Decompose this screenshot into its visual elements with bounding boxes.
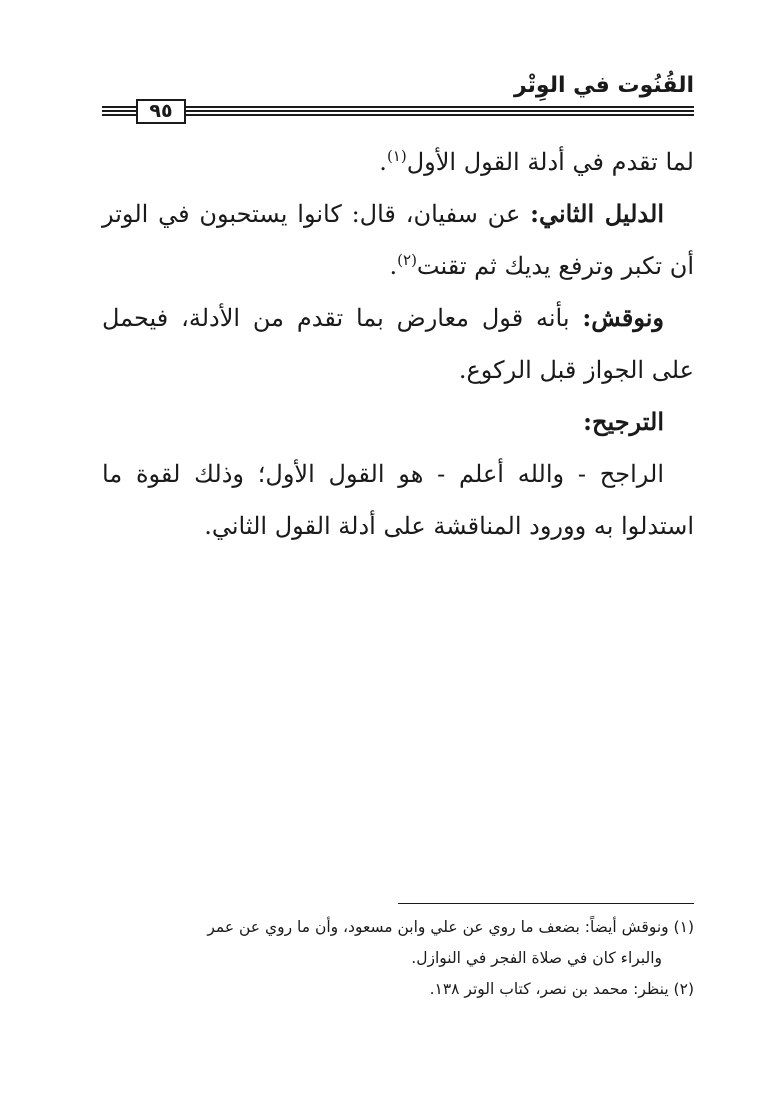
footnote-reference: (١): [386, 147, 407, 165]
running-title: القُنُوت في الوِتْر: [513, 73, 694, 98]
discussion-label: ونوقش:: [582, 303, 664, 332]
header-rule-line: [102, 106, 694, 108]
paragraph-end: .: [389, 252, 398, 280]
footnote-text: (١) ونوقش أيضاً: بضعف ما روي عن علي وابن مسعود، وأن ما روي عن عمر: [207, 918, 694, 936]
page-header: [102, 70, 694, 122]
header-rule-line: [102, 114, 694, 116]
footnote-1-continuation: [102, 943, 694, 974]
evidence-label: الدليل الثاني:: [530, 199, 664, 228]
footnote-2: [102, 974, 694, 1005]
footnote-text: والبراء كان في صلاة الفجر في النوازل.: [411, 949, 662, 967]
paragraph-end: .: [379, 148, 387, 176]
paragraph-text: الراجح - والله أعلم - هو القول الأول؛ وذلك لقوة ما استدلوا به وورود المناقشة على أدلة القول الثاني.: [102, 460, 694, 540]
paragraph-text: بأنه قول معارض بما تقدم من الأدلة، فيحمل على الجواز قبل الركوع.: [102, 304, 694, 384]
heading-text: الترجيح:: [583, 407, 664, 436]
preference-heading: [102, 396, 694, 448]
paragraph-text: لما تقدم في أدلة القول الأول: [406, 148, 694, 176]
footnote-1: [102, 912, 694, 943]
header-rule-line: [102, 110, 694, 112]
paragraph-first: [102, 136, 694, 188]
header-rule: [102, 106, 694, 118]
page-number: ٩٥: [136, 99, 186, 124]
footnote-separator: [398, 903, 694, 904]
footnotes: [102, 912, 694, 1005]
paragraph-discussion: [102, 292, 694, 396]
paragraph-preference: [102, 448, 694, 552]
footnote-text: (٢) ينظر: محمد بن نصر، كتاب الوتر ١٣٨.: [429, 980, 694, 998]
footnote-reference: (٢): [397, 251, 417, 269]
main-text: [102, 136, 694, 552]
paragraph-second-evidence: [102, 188, 694, 292]
paragraph-text: عن سفيان، قال: كانوا يستحبون في الوتر أن تكبر وترفع يديك ثم تقنت: [102, 200, 694, 280]
